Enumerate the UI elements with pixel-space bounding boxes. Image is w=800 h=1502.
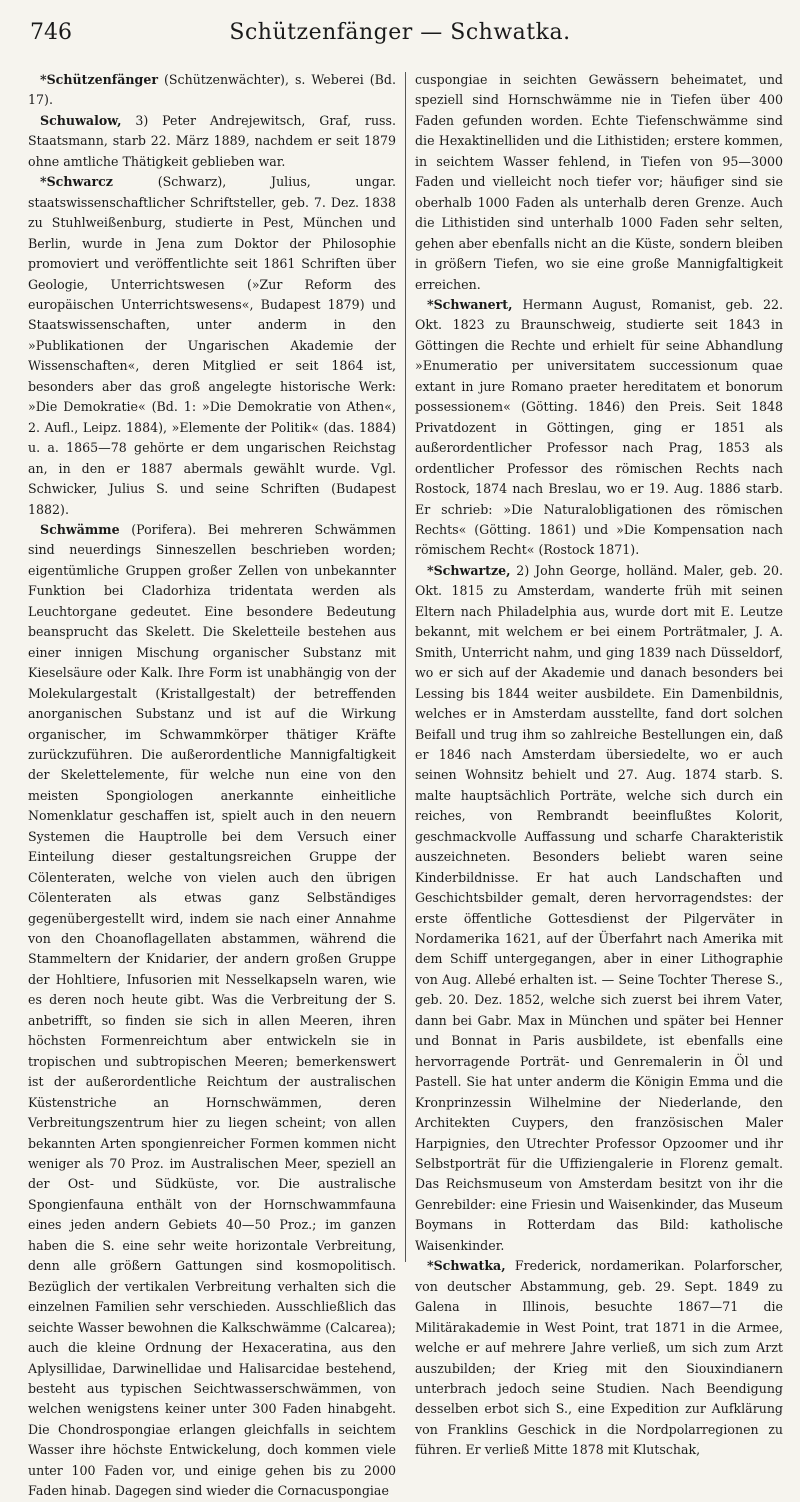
entry-continuation [415,70,783,295]
entry-lemma: Schuwalow, [40,112,122,128]
page-header [22,14,778,54]
entry [415,295,783,561]
entry-lemma: *Schwatka, [427,1258,506,1274]
entry-lemma: *Schwanert, [427,296,513,312]
entry-text: Hermann August, Romanist, geb. 22. Okt. 1823 zu Braunschweig, studierte seit 1843 in Göttingen die Rechte und erhielt für seine Abhandlung »Enumeratio per universitatem successionum quae extant in jure Romano praeter hereditatem et bonorum possessionem« (Götting. 1846) den Preis. Seit 1848 Privatdozent in Göttingen, ging er 1851 als außerordentlicher Professor nach Prag, 1853 als ordentlicher Professor des römischen Rechts nach Rostock, 1874 nach Breslau, wo er 19. Aug. 1886 starb. Er schrieb: »Die Naturalobligationen des römischen Rechts« (Götting. 1861) und »Die Kompensation nach römischem Recht« (Rostock 1871). [415,296,783,558]
entry [28,172,396,520]
running-title: Schützenfänger — Schwatka. [229,20,571,45]
entry-text: cuspongiae in seichten Gewässern beheimatet, und speziell sind Hornschwämme nie in Tiefen über 400 Faden gefunden worden. Echte Tiefenschwämme sind die Hexaktinelliden und die Lithistiden; erstere kommen, in seichtem Wasser fehlend, in Tiefen von 95—3000 Faden und vielleicht noch tiefer vor; häufiger sind sie oberhalb 1000 Faden als unterhalb deren Grenze. Auch die Lithistiden sind unterhalb 1000 Faden sehr selten, gehen aber ebenfalls nicht an die Küste, sondern bleiben in größern Tiefen, wo sie eine große Mannigfaltigkeit erreichen. [415,72,783,292]
entry [28,70,396,111]
right-column [415,70,783,1458]
page-number: 746 [30,20,72,45]
entry-text: (Schwarz), Julius, ungar. staatswissenschaftlicher Schriftsteller, geb. 7. Dez. 1838 zu Stuhlweißenburg, studierte in Pest, München und Berlin, wurde in Jena zum Doktor der Philosophie promoviert und veröffentlichte seit 1861 Schriften über Geologie, Unterrichtswesen (»Zur Reform des europäischen Unterrichtswesens«, Budapest 1879) und Staatswissenschaften, unter anderm in den »Publikationen der Ungarischen Akademie der Wissenschaften«, deren Mitglied er seit 1864 ist, besonders aber das groß angelegte historische Werk: »Die Demokratie« (Bd. 1: »Die Demokratie von Athen«, 2. Aufl., Leipz. 1884), »Elemente der Politik« (das. 1884) u. a. 1865—78 gehörte er dem ungarischen Reichstag an, in den er 1887 abermals gewählt wurde. Vgl. Schwicker, Julius S. und seine Schriften (Budapest 1882). [28,174,396,517]
entry-text: (Porifera). Bei mehreren Schwämmen sind neuerdings Sinneszellen beschrieben worden; eigentümliche Gruppen großer Zellen von unbekannter Funktion bei Cladorhiza tridentata werden als Leuchtorgane gedeutet. Eine besondere Bedeutung beansprucht das Skelett. Die Skeletteile bestehen aus einer innigen Mischung organischer Substanz mit Kieselsäure oder Kalk. Ihre Form ist unabhängig von der Molekulargestalt (Kristallgestalt) der betreffenden anorganischen Substanz und ist auf die Wirkung organischer, im Schwammkörper thätiger Kräfte zurückzuführen. Die außerordentliche Mannigfaltigkeit der Skelettelemente, für welche nun eine von den meisten Spongiologen anerkannte einheitliche Nomenklatur geschaffen ist, spielt auch in den neuern Systemen die Hauptrolle bei dem Versuch einer Einteilung dieser gestaltungsreichen Gruppe der Cölenteraten, welche von vielen auch den übrigen Cölenteraten als etwas ganz Selbständiges gegenübergestellt wird, indem sie nach einer Annahme von den Choanoflagellaten abstammen, während die Stammeltern der Knidarier, der andern großen Gruppe der Hohltiere, Infusorien mit Nesselkapseln waren, wie es deren noch heute gibt. Was die Verbreitung der S. anbetrifft, so finden sie sich in allen Meeren, ihren höchsten Formenreichtum aber entwickeln sie in tropischen und subtropischen Meeren; bemerkenswert ist der außerordentliche Reichtum der australischen Küstenstriche an Hornschwämmen, deren Verbreitungszentrum hier zu liegen scheint; von allen bekannten Arten spongienreicher Formen kommen nicht weniger als 70 Proz. im Australischen Meer, speziell an der Ost- und Südküste, vor. Die australische Spongienfauna enthält von der Hornschwammfauna eines jeden andern Gebiets 40—50 Proz.; im ganzen haben die S. eine sehr weite horizontale Verbreitung, denn alle größern Gattungen sind kosmopolitisch. Bezüglich der vertikalen Verbreitung verhalten sich die einzelnen Familien sehr verschieden. Ausschließlich das seichte Wasser bewohnen die Kalkschwämme (Calcarea); auch die kleine Ordnung der Hexaceratina, aus den Aplysillidae, Darwinellidae und Halisarcidae bestehend, besteht aus typischen Seichtwasserschwämmen, von welchen wenigstens keiner unter 300 Faden hinabgeht. Die Chondrospongiae erlangen gleichfalls in seichtem Wasser ihre höchste Entwickelung, doch kommen viele unter 100 Faden vor, und einige gehen bis zu 2000 Faden hinab. Dagegen sind wieder die Cornacuspongiae [28,521,396,1499]
entry [28,111,396,172]
entry-text: Frederick, nordamerikan. Polarforscher, von deutscher Abstammung, geb. 29. Sept. 1849 zu Galena in Illinois, besuchte 1867—71 die Militärakademie in West Point, trat 1871 in die Armee, welche er auf mehrere Jahre verließ, um sich zum Arzt auszubilden; der Krieg mit den Siouxindianern unterbrach jedoch seine Studien. Nach Beendigung desselben erbot sich S., eine Expedition zur Aufklärung von Franklins Geschick in die Nordpolarregionen zu führen. Er verließ Mitte 1878 mit Klutschak, [415,1258,783,1458]
entry-lemma: Schwämme [40,521,120,537]
entry [415,561,783,1256]
entry-lemma: *Schwartze, [427,562,511,578]
entry-text: 2) John George, holländ. Maler, geb. 20. Okt. 1815 zu Amsterdam, wanderte früh mit seinen Eltern nach Philadelphia aus, wurde dort mit E. Leutze bekannt, mit welchem er bei einem Porträtmaler, J. A. Smith, Unterricht nahm, und ging 1839 nach Düsseldorf, wo er sich auf der Akademie und danach besonders bei Lessing bis 1844 weiter ausbildete. Ein Damenbildnis, welches er in Amsterdam ausstellte, fand dort solchen Beifall und trug ihm so zahlreiche Bestellungen ein, daß er 1846 nach Amsterdam übersiedelte, wo er auch seinen Wohnsitz behielt und 27. Aug. 1874 starb. S. malte hauptsächlich Porträte, welche sich durch ein reiches, von Rembrandt beeinflußtes Kolorit, geschmackvolle Auffassung und scharfe Charakteristik auszeichneten. Besonders beliebt waren seine Kinderbildnisse. Er hat auch Landschaften und Geschichtsbilder gemalt, deren hervorragendstes: der erste öffentliche Gottesdienst der Pilgerväter in Nordamerika 1621, auf der Überfahrt nach Amerika mit dem Schiff untergegangen, aber in einer Lithographie von Aug. Allebé erhalten ist. — Seine Tochter Therese S., geb. 20. Dez. 1852, welche sich zuerst bei ihrem Vater, dann bei Gabr. Max in München und später bei Henner und Bonnat in Paris ausbildete, ist ebenfalls eine hervorragende Porträt- und Genremalerin in Öl und Pastell. Sie hat unter anderm die Königin Emma und die Kronprinzessin Wilhelmine der Niederlande, den Architekten Cuypers, den französischen Maler Harpignies, den Utrechter Professor Opzoomer und ihr Selbstporträt für die Uffiziengalerie in Florenz gemalt. Das Reichsmuseum von Amsterdam besitzt von ihr die Genrebilder: eine Friesin und Waisenkinder, das Museum Boymans in Rotterdam das Bild: katholische Waisenkinder. [415,562,783,1253]
entry-text: (Schützenwächter), s. Weberei (Bd. 17). [28,72,396,108]
entry [28,520,396,1502]
column-divider [405,72,406,1262]
entry-text: 3) Peter Andrejewitsch, Graf, russ. Staatsmann, starb 22. März 1889, nachdem er seit 1879 ohne amtliche Thätigkeit geblieben war. [28,112,396,169]
entry-lemma: *Schützenfänger [40,72,158,87]
left-column [28,70,396,1499]
entry-lemma: *Schwarcz [40,174,113,190]
entry [415,1256,783,1461]
